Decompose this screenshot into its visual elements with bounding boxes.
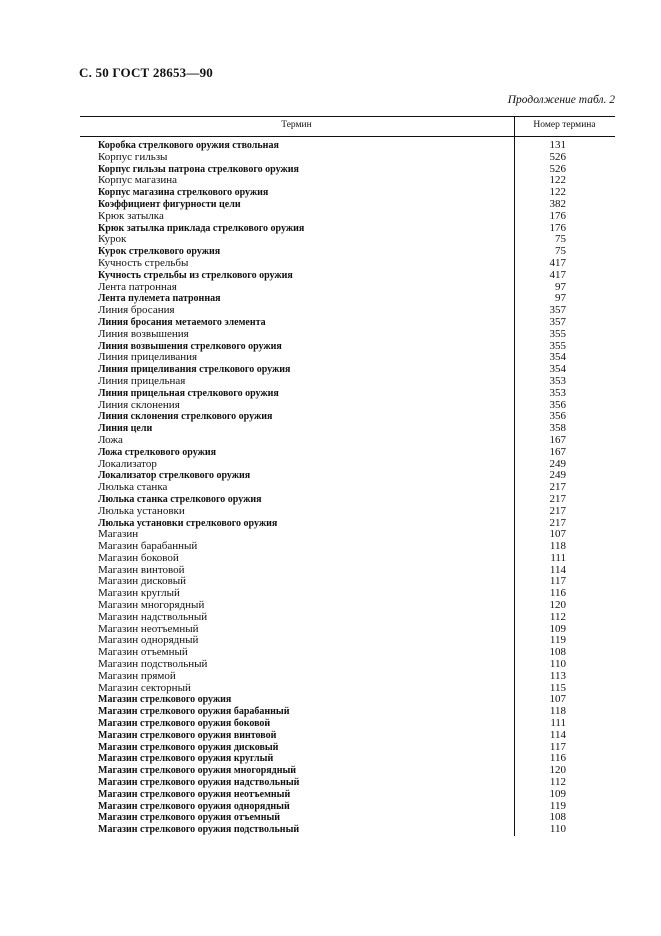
term-cell: Люлька установки стрелкового оружия (98, 517, 278, 529)
term-cell: Крюк затылка приклада стрелкового оружия (98, 222, 305, 234)
table-row (80, 812, 615, 824)
term-number-cell: 116 (549, 752, 566, 765)
term-number-cell: 110 (549, 823, 566, 836)
table-row (80, 317, 615, 329)
term-cell: Лента патронная (98, 280, 177, 293)
table-row (80, 175, 615, 187)
term-number-cell: 122 (549, 174, 566, 187)
term-cell: Коэффициент фигурности цели (98, 198, 241, 210)
term-number-cell: 107 (549, 528, 566, 541)
term-number-cell: 75 (555, 233, 566, 246)
term-number-cell: 109 (549, 787, 566, 800)
term-number-cell: 167 (549, 445, 566, 458)
term-cell: Коробка стрелкового оружия ствольная (98, 140, 279, 151)
term-number-cell: 97 (555, 292, 566, 305)
page-header: С. 50 ГОСТ 28653—90 (79, 65, 213, 80)
table-row (80, 765, 615, 777)
table-row (80, 694, 615, 706)
table-row (80, 400, 615, 412)
table-header-row (80, 116, 615, 137)
term-number-cell: 108 (549, 811, 566, 824)
term-cell: Лента пулемета патронная (98, 293, 221, 305)
table-row (80, 506, 615, 518)
term-cell: Магазин стрелкового оружия многорядный (98, 765, 297, 777)
term-number-cell: 117 (549, 575, 566, 588)
term-number-cell: 217 (549, 504, 566, 517)
term-cell: Магазин стрелкового оружия подствольный (98, 824, 300, 836)
term-number-cell: 115 (549, 681, 566, 694)
term-cell: Линия прицеливания стрелкового оружия (98, 364, 291, 376)
table-row (80, 258, 615, 270)
term-number-cell: 358 (549, 422, 566, 435)
table-row (80, 282, 615, 294)
table-row (80, 411, 615, 423)
terms-table (80, 116, 615, 836)
table-row (80, 612, 615, 624)
table-row (80, 742, 615, 754)
term-cell: Корпус магазина (98, 174, 177, 187)
term-cell: Ложа стрелкового оружия (98, 446, 217, 458)
term-cell: Магазин стрелкового оружия боковой (98, 718, 271, 730)
term-cell: Магазин стрелкового оружия отъемный (98, 812, 281, 824)
term-number-cell: 112 (549, 610, 566, 623)
term-cell: Магазин прямой (98, 669, 176, 682)
term-number-cell: 526 (549, 150, 566, 163)
term-number-cell: 110 (549, 658, 566, 671)
term-cell: Локализатор стрелкового оружия (98, 470, 251, 482)
term-cell: Локализатор (98, 457, 157, 470)
table-row (80, 494, 615, 506)
table-row (80, 683, 615, 695)
term-number-cell: 217 (549, 492, 566, 505)
term-cell: Магазин подствольный (98, 658, 208, 671)
table-row (80, 352, 615, 364)
term-number-cell: 249 (549, 457, 566, 470)
table-row (80, 223, 615, 235)
term-cell: Магазин (98, 528, 139, 541)
term-number-cell: 108 (549, 646, 566, 659)
term-cell: Линия цели (98, 423, 153, 435)
table-row (80, 423, 615, 435)
table-row (80, 706, 615, 718)
term-number-cell: 355 (549, 339, 566, 352)
term-cell: Магазин стрелкового оружия надствольный (98, 777, 300, 789)
term-number-cell: 356 (549, 410, 566, 423)
table-row (80, 518, 615, 530)
term-cell: Магазин стрелкового оружия однорядный (98, 800, 290, 812)
term-cell: Линия прицеливания (98, 351, 198, 364)
term-cell: Магазин стрелкового оружия (98, 694, 232, 706)
table-row (80, 777, 615, 789)
table-row (80, 447, 615, 459)
term-cell: Магазин боковой (98, 551, 179, 564)
term-number-cell: 217 (549, 481, 566, 494)
term-cell: Магазин однорядный (98, 634, 199, 647)
term-number-cell: 354 (549, 363, 566, 376)
term-cell: Курок (98, 233, 127, 246)
term-number-cell: 353 (549, 386, 566, 399)
term-cell: Курок стрелкового оружия (98, 246, 221, 258)
term-number-cell: 167 (549, 433, 566, 446)
table-row (80, 801, 615, 813)
term-cell: Ложа (98, 433, 123, 446)
term-cell: Люлька установки (98, 504, 185, 517)
table-row (80, 730, 615, 742)
term-number-cell: 176 (549, 221, 566, 234)
term-number-cell: 117 (549, 740, 566, 753)
term-cell: Корпус гильзы патрона стрелкового оружия (98, 163, 299, 175)
table-row (80, 234, 615, 246)
term-cell: Кучность стрельбы (98, 256, 189, 269)
term-number-cell: 107 (549, 693, 566, 706)
table-row (80, 459, 615, 471)
table-row (80, 435, 615, 447)
term-number-cell: 118 (549, 540, 566, 553)
term-number-cell: 357 (549, 304, 566, 317)
term-cell: Магазин круглый (98, 587, 180, 600)
table-row (80, 789, 615, 801)
term-number-cell: 249 (549, 469, 566, 482)
term-cell: Магазин стрелкового оружия неотъемный (98, 788, 291, 800)
term-number-cell: 112 (549, 776, 566, 789)
table-row (80, 270, 615, 282)
term-number-cell: 355 (549, 327, 566, 340)
term-number-cell: 119 (549, 634, 566, 647)
term-number-cell: 119 (549, 799, 566, 812)
term-cell: Крюк затылка (98, 209, 164, 222)
term-cell: Корпус магазина стрелкового оружия (98, 187, 269, 199)
term-cell: Люлька станка стрелкового оружия (98, 493, 262, 505)
table-row (80, 305, 615, 317)
term-cell: Магазин стрелкового оружия винтовой (98, 729, 277, 741)
table-continuation-note: Продолжение табл. 2 (507, 94, 615, 106)
term-cell: Линия бросания метаемого элемента (98, 316, 266, 328)
column-header-number: Номер термина (533, 120, 596, 130)
table-body (80, 137, 615, 836)
term-cell: Магазин барабанный (98, 540, 198, 553)
term-number-cell: 353 (549, 374, 566, 387)
term-number-cell: 114 (549, 728, 566, 741)
term-cell: Линия возвышения (98, 327, 189, 340)
term-number-cell: 118 (549, 705, 566, 718)
term-cell: Линия склонения (98, 398, 180, 411)
term-cell: Магазин стрелкового оружия круглый (98, 753, 274, 765)
table-row (80, 199, 615, 211)
term-number-cell: 217 (549, 516, 566, 529)
term-cell: Линия прицельная (98, 374, 186, 387)
term-number-cell: 356 (549, 398, 566, 411)
term-number-cell: 122 (549, 186, 566, 199)
term-cell: Магазин стрелкового оружия барабанный (98, 706, 290, 718)
column-header-term: Термин (281, 120, 312, 130)
table-row (80, 482, 615, 494)
term-number-cell: 357 (549, 315, 566, 328)
table-row (80, 824, 615, 836)
term-number-cell: 120 (549, 764, 566, 777)
term-number-cell: 97 (555, 280, 566, 293)
term-cell: Магазин стрелкового оружия дисковый (98, 741, 279, 753)
table-row (80, 753, 615, 765)
table-row (80, 376, 615, 388)
term-number-cell: 526 (549, 162, 566, 175)
table-row (80, 329, 615, 341)
term-number-cell: 111 (550, 551, 566, 564)
term-cell: Магазин дисковый (98, 575, 187, 588)
term-number-cell: 113 (549, 669, 566, 682)
term-cell: Линия склонения стрелкового оружия (98, 411, 273, 423)
term-number-cell: 109 (549, 622, 566, 635)
term-number-cell: 111 (550, 717, 566, 730)
term-cell: Корпус гильзы (98, 150, 168, 163)
term-number-cell: 417 (549, 256, 566, 269)
term-number-cell: 116 (549, 587, 566, 600)
term-number-cell: 417 (549, 268, 566, 281)
term-cell: Магазин винтовой (98, 563, 185, 576)
term-cell: Линия возвышения стрелкового оружия (98, 340, 282, 352)
table-row (80, 388, 615, 400)
term-cell: Магазин многорядный (98, 599, 205, 612)
term-number-cell: 131 (549, 139, 566, 151)
table-row (80, 152, 615, 164)
table-row (80, 211, 615, 223)
table-row (80, 553, 615, 565)
term-number-cell: 382 (549, 197, 566, 210)
table-row (80, 718, 615, 730)
term-number-cell: 120 (549, 599, 566, 612)
term-cell: Магазин отъемный (98, 646, 188, 659)
term-cell: Линия прицельная стрелкового оружия (98, 387, 279, 399)
term-cell: Линия бросания (98, 304, 175, 317)
term-number-cell: 75 (555, 245, 566, 258)
term-cell: Магазин неотъемный (98, 622, 199, 635)
term-cell: Магазин секторный (98, 681, 191, 694)
term-number-cell: 176 (549, 209, 566, 222)
table-row (80, 187, 615, 199)
term-cell: Кучность стрельбы из стрелкового оружия (98, 269, 293, 281)
term-cell: Магазин надствольный (98, 610, 208, 623)
term-number-cell: 354 (549, 351, 566, 364)
term-cell: Люлька станка (98, 481, 168, 494)
table-row (80, 671, 615, 683)
term-number-cell: 114 (549, 563, 566, 576)
